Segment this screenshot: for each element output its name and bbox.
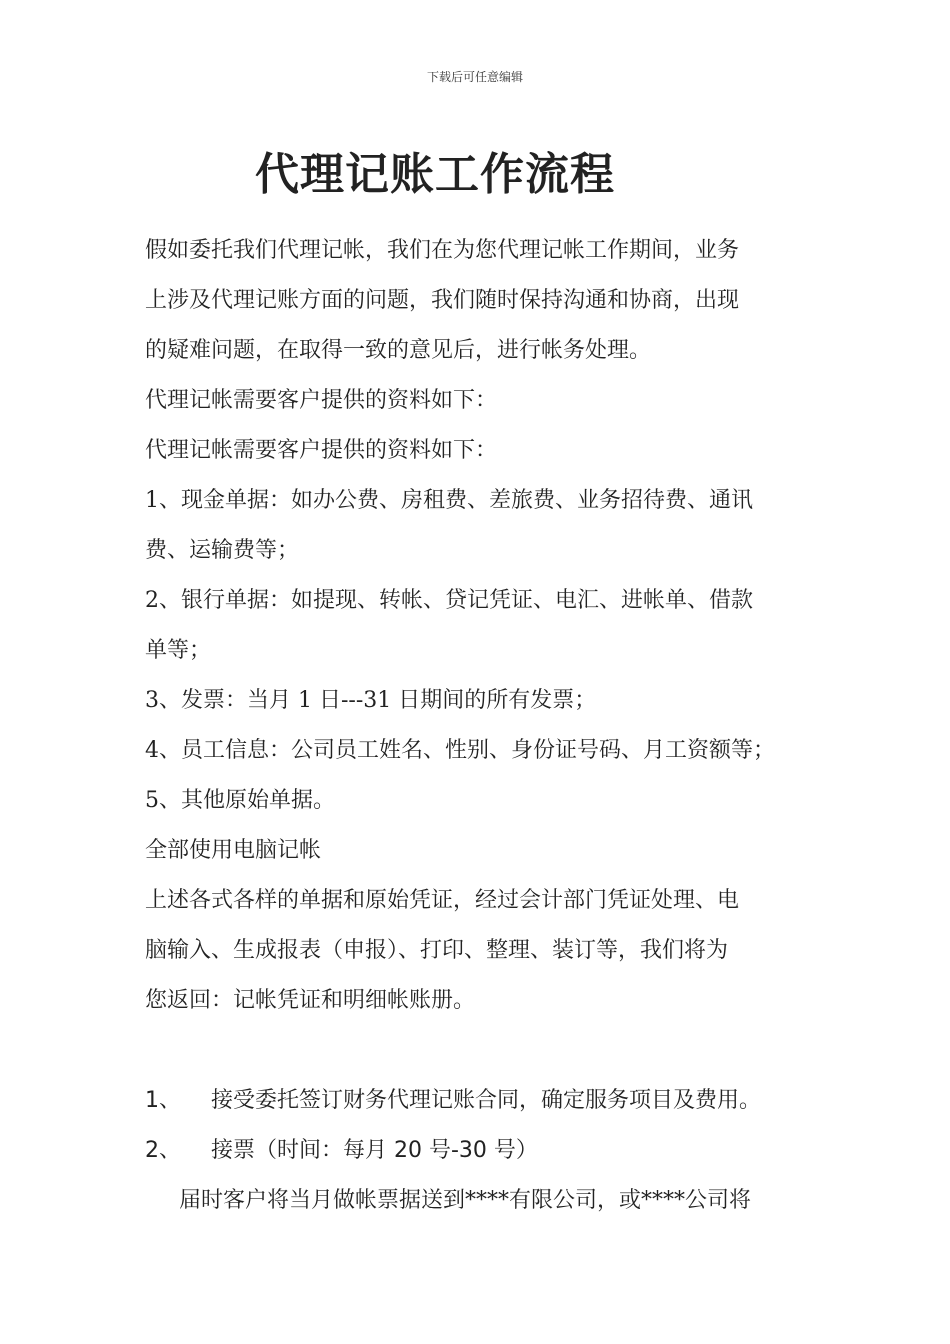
blank-line xyxy=(145,1026,825,1076)
list-item-cash-receipts-cont: 费、运输费等； xyxy=(145,538,300,563)
list-item-bank-receipts: 2、银行单据：如提现、转帐、贷记凭证、电汇、进帐单、借款 xyxy=(145,588,753,613)
paragraph-line: 届时客户将当月做帐票据送到****有限公司，或****公司将 xyxy=(179,1188,752,1213)
paragraph-line: 您返回：记帐凭证和明细帐账册。 xyxy=(145,988,476,1013)
list-item-bank-receipts-cont: 单等； xyxy=(145,638,212,663)
page-header-note: 下载后可任意编辑 xyxy=(426,70,523,84)
step-text: 接受委托签订财务代理记账合同，确定服务项目及费用。 xyxy=(211,1088,762,1113)
list-item-invoices: 3、发票：当月 1 日---31 日期间的所有发票； xyxy=(145,688,597,713)
step-item xyxy=(145,1126,825,1176)
paragraph-line: 代理记帐需要客户提供的资料如下： xyxy=(145,438,498,463)
paragraph-line: 上述各式各样的单据和原始凭证，经过会计部门凭证处理、电 xyxy=(145,888,740,913)
list-item-employee-info: 4、员工信息：公司员工姓名、性别、身份证号码、月工资额等； xyxy=(145,738,775,763)
list-item-other-receipts: 5、其他原始单据。 xyxy=(145,788,335,813)
step-number: 1、 xyxy=(145,1088,181,1113)
document-body xyxy=(145,226,825,1226)
paragraph-line: 假如委托我们代理记帐，我们在为您代理记帐工作期间，业务 xyxy=(145,238,740,263)
paragraph-line: 脑输入、生成报表（申报）、打印、整理、装订等，我们将为 xyxy=(145,938,729,963)
step-item xyxy=(145,1076,825,1126)
paragraph-line: 上涉及代理记账方面的问题，我们随时保持沟通和协商，出现 xyxy=(145,288,740,313)
paragraph-line: 代理记帐需要客户提供的资料如下： xyxy=(145,388,498,413)
paragraph-line: 的疑难问题，在取得一致的意见后，进行帐务处理。 xyxy=(145,338,652,363)
document-title: 代理记账工作流程 xyxy=(255,149,615,200)
list-item-cash-receipts: 1、现金单据：如办公费、房租费、差旅费、业务招待费、通讯 xyxy=(145,488,753,513)
step-number: 2、 xyxy=(145,1138,181,1163)
step-text: 接票（时间：每月 20 号-30 号） xyxy=(211,1138,538,1163)
paragraph-line: 全部使用电脑记帐 xyxy=(145,838,322,863)
